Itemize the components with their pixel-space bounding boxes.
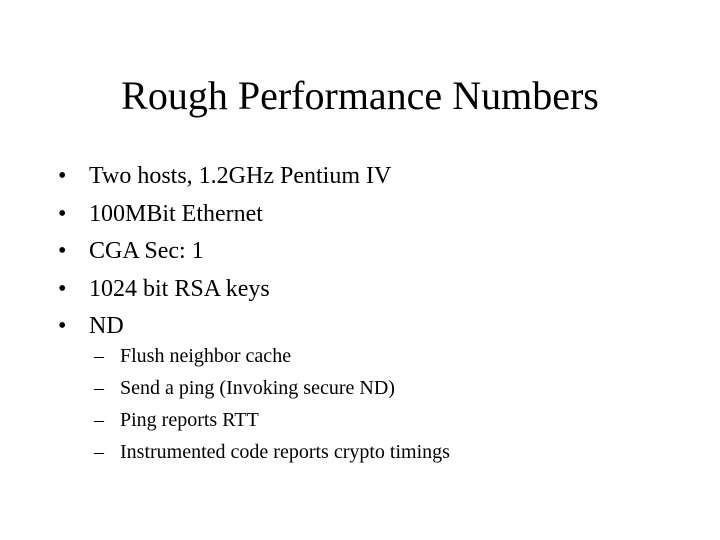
bullet-text: ND (89, 313, 124, 339)
bullet-marker: • (58, 238, 67, 264)
bullet-text: 100MBit Ethernet (89, 200, 263, 227)
sub-bullet-text: Send a ping (Invoking secure ND) (120, 377, 395, 399)
bullet-text: CGA Sec: 1 (89, 238, 204, 264)
bullet-marker: • (58, 163, 67, 189)
sub-bullet-marker: – (94, 441, 104, 463)
sub-bullet-text: Flush neighbor cache (120, 345, 292, 367)
sub-bullet-item (0, 340, 720, 372)
sub-bullet-item (0, 372, 720, 404)
bullet-marker: • (58, 275, 67, 302)
sub-bullet-item (0, 404, 720, 436)
bullet-text: Two hosts, 1.2GHz Pentium IV (89, 163, 392, 189)
sub-bullet-list (0, 340, 720, 468)
sub-bullet-marker: – (94, 345, 104, 367)
sub-bullet-item (0, 436, 720, 468)
bullet-item (0, 196, 720, 234)
bullet-list (0, 158, 720, 346)
bullet-text: 1024 bit RSA keys (89, 275, 270, 302)
bullet-marker: • (58, 200, 67, 227)
sub-bullet-marker: – (94, 409, 104, 431)
sub-bullet-text: Ping reports RTT (120, 409, 259, 431)
sub-bullet-text: Instrumented code reports crypto timings (120, 441, 450, 463)
bullet-item (0, 233, 720, 271)
slide-title: Rough Performance Numbers (121, 73, 599, 118)
sub-bullet-marker: – (94, 377, 104, 399)
bullet-item (0, 158, 720, 196)
bullet-marker: • (58, 313, 67, 339)
bullet-item (0, 271, 720, 309)
